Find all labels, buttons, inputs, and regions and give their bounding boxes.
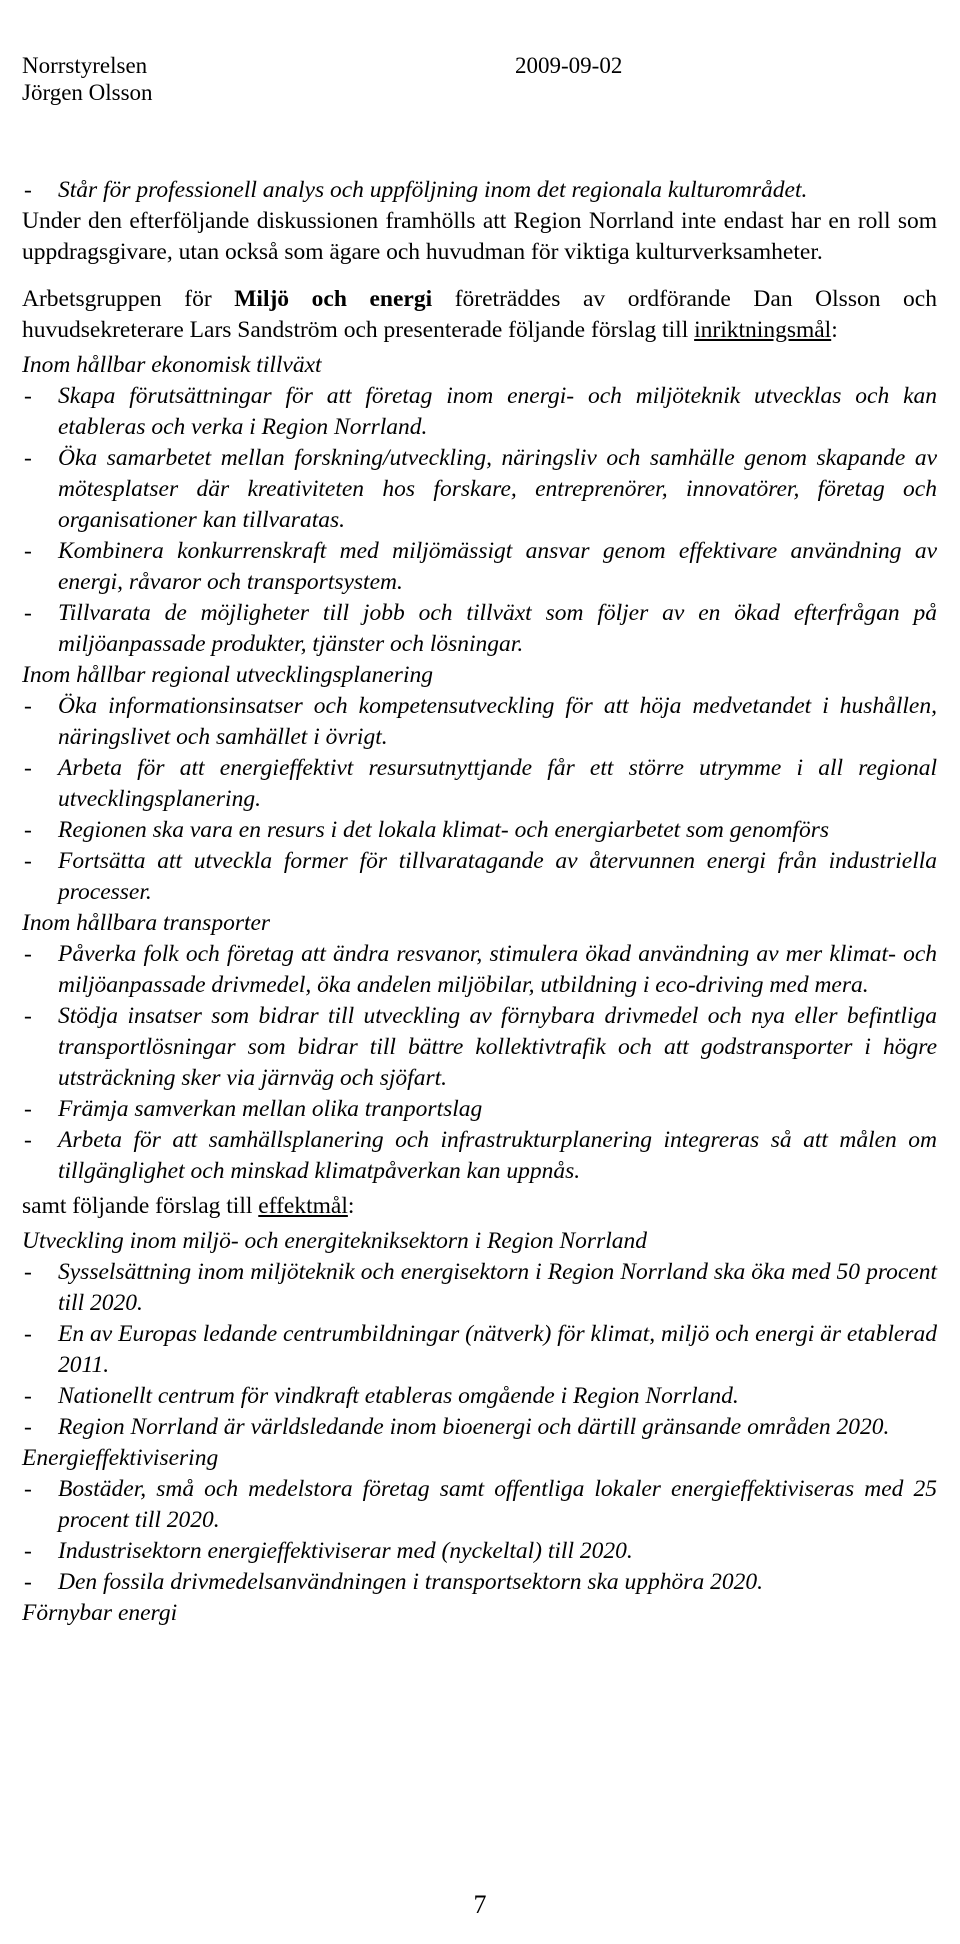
list-dash: - — [24, 848, 32, 874]
page-number: 7 — [473, 1890, 487, 1919]
list-item-text: Den fossila drivmedelsanvändningen i transportsektorn ska upphöra 2020. — [58, 1569, 763, 1595]
list-item-text: Öka samarbetet mellan forskning/utveckling, näringsliv och samhälle genom skapande av mötesplatser där kreativiteten hos forskare, entreprenörer, innovatörer, företag och organisationer kan tillvaratas. — [58, 445, 937, 533]
section-heading: Förnybar energi — [22, 1600, 178, 1626]
list-item — [22, 1125, 937, 1187]
document-body — [22, 175, 937, 1629]
list-item — [22, 753, 937, 815]
list-dash: - — [24, 1569, 32, 1595]
list-dash: - — [24, 1003, 32, 1029]
paragraph-effektmal-intro: samt följande förslag till effektmål: — [22, 1193, 355, 1219]
list-dash: - — [24, 177, 32, 203]
list-dash: - — [24, 1096, 32, 1122]
list-dash: - — [24, 1259, 32, 1285]
list-item — [22, 1381, 937, 1412]
effektmal-section — [22, 1226, 937, 1629]
inriktningsmal-section — [22, 350, 937, 1187]
list-item — [22, 175, 937, 206]
paragraph-working-group: Arbetsgruppen för Miljö och energi företräddes av ordförande Dan Olsson och huvudsekreterare Lars Sandström och presenterade följande förslag till inriktningsmål: — [22, 286, 937, 343]
header-organization: Norrstyrelsen — [22, 53, 148, 78]
list-item-text: Främja samverkan mellan olika tranportslag — [58, 1096, 483, 1122]
list-item — [22, 598, 937, 660]
list-item-text: Tillvarata de möjligheter till jobb och tillväxt som följer av en ökad efterfrågan på miljöanpassade produkter, tjänster och lösningar. — [58, 600, 937, 657]
list-dash: - — [24, 693, 32, 719]
inriktningsmal-term: inriktningsmål — [694, 317, 832, 343]
list-item — [22, 1094, 937, 1125]
header-date: 2009-09-02 — [515, 53, 623, 78]
list-item — [22, 815, 937, 846]
list-item — [22, 381, 937, 443]
list-dash: - — [24, 1538, 32, 1564]
list-item — [22, 939, 937, 1001]
list-item-text: Industrisektorn energieffektiviserar med (nyckeltal) till 2020. — [58, 1538, 633, 1564]
section-heading: Energieffektivisering — [22, 1445, 219, 1471]
list-dash: - — [24, 755, 32, 781]
list-item-text: Nationellt centrum för vindkraft etableras omgående i Region Norrland. — [58, 1383, 739, 1409]
list-item-text: Påverka folk och företag att ändra resvanor, stimulera ökad användning av mer klimat- och miljöanpassade drivmedel, öka andelen miljöbilar, utbildning i eco-driving med mera. — [58, 941, 937, 998]
list-item — [22, 846, 937, 908]
list-item-text: Öka informationsinsatser och kompetensutveckling för att höja medvetandet i hushållen, näringslivet och samhället i övrigt. — [58, 693, 937, 750]
list-dash: - — [24, 1383, 32, 1409]
list-item-text: Bostäder, små och medelstora företag samt offentliga lokaler energieffektiviseras med 25 procent till 2020. — [58, 1476, 937, 1533]
list-item-text: Kombinera konkurrenskraft med miljömässigt ansvar genom effektivare användning av energi, råvaror och transportsystem. — [58, 538, 937, 595]
list-item — [22, 1319, 937, 1381]
list-item — [22, 1474, 937, 1536]
list-item — [22, 1536, 937, 1567]
section-heading: Inom hållbara transporter — [22, 910, 271, 936]
list-item-text: Arbeta för att samhällsplanering och infrastrukturplanering integreras så att målen om tillgänglighet och minskad klimatpåverkan kan uppnås. — [58, 1127, 937, 1184]
section-heading: Inom hållbar ekonomisk tillväxt — [22, 352, 322, 378]
list-item — [22, 443, 937, 536]
list-item-text: Skapa förutsättningar för att företag inom energi- och miljöteknik utvecklas och kan etableras och verka i Region Norrland. — [58, 383, 937, 440]
list-dash: - — [24, 538, 32, 564]
list-dash: - — [24, 1414, 32, 1440]
paragraph-discussion: Under den efterföljande diskussionen framhölls att Region Norrland inte endast har en roll som uppdragsgivare, utan också som ägare och huvudman för viktiga kulturverksamheter. — [22, 208, 937, 265]
list-dash: - — [24, 817, 32, 843]
list-item-text: Står för professionell analys och uppföljning inom det regionala kulturområdet. — [58, 177, 808, 203]
list-dash: - — [24, 600, 32, 626]
list-item-text: Sysselsättning inom miljöteknik och energisektorn i Region Norrland ska öka med 50 procent till 2020. — [58, 1259, 937, 1316]
list-item-text: Region Norrland är världsledande inom bioenergi och därtill gränsande områden 2020. — [58, 1414, 890, 1440]
section-heading: Inom hållbar regional utvecklingsplanering — [22, 662, 433, 688]
list-item-text: Stödja insatser som bidrar till utveckling av förnybara drivmedel och nya eller befintliga transportlösningar som bidrar till bättre kollektivtrafik och att godstransporter i högre utsträckning sker via järnväg och sjöfart. — [58, 1003, 937, 1091]
group-name: Miljö och energi — [234, 286, 433, 312]
list-dash: - — [24, 383, 32, 409]
list-item — [22, 1567, 937, 1598]
list-item — [22, 1001, 937, 1094]
list-item — [22, 691, 937, 753]
effektmal-term: effektmål — [258, 1193, 348, 1219]
list-item — [22, 1412, 937, 1443]
header-author: Jörgen Olsson — [22, 80, 153, 105]
list-item — [22, 1257, 937, 1319]
list-dash: - — [24, 1476, 32, 1502]
list-item-text: Regionen ska vara en resurs i det lokala klimat- och energiarbetet som genomförs — [58, 817, 830, 843]
list-item-text: En av Europas ledande centrumbildningar (nätverk) för klimat, miljö och energi är etablerad 2011. — [58, 1321, 937, 1378]
list-item-text: Arbeta för att energieffektivt resursutnyttjande får ett större utrymme i all regional utvecklingsplanering. — [58, 755, 937, 812]
list-dash: - — [24, 941, 32, 967]
list-dash: - — [24, 1321, 32, 1347]
section-heading: Utveckling inom miljö- och energitekniksektorn i Region Norrland — [22, 1228, 647, 1254]
list-item-text: Fortsätta att utveckla former för tillvaratagande av återvunnen energi från industriella processer. — [58, 848, 937, 905]
list-dash: - — [24, 1127, 32, 1153]
list-dash: - — [24, 445, 32, 471]
list-item — [22, 536, 937, 598]
